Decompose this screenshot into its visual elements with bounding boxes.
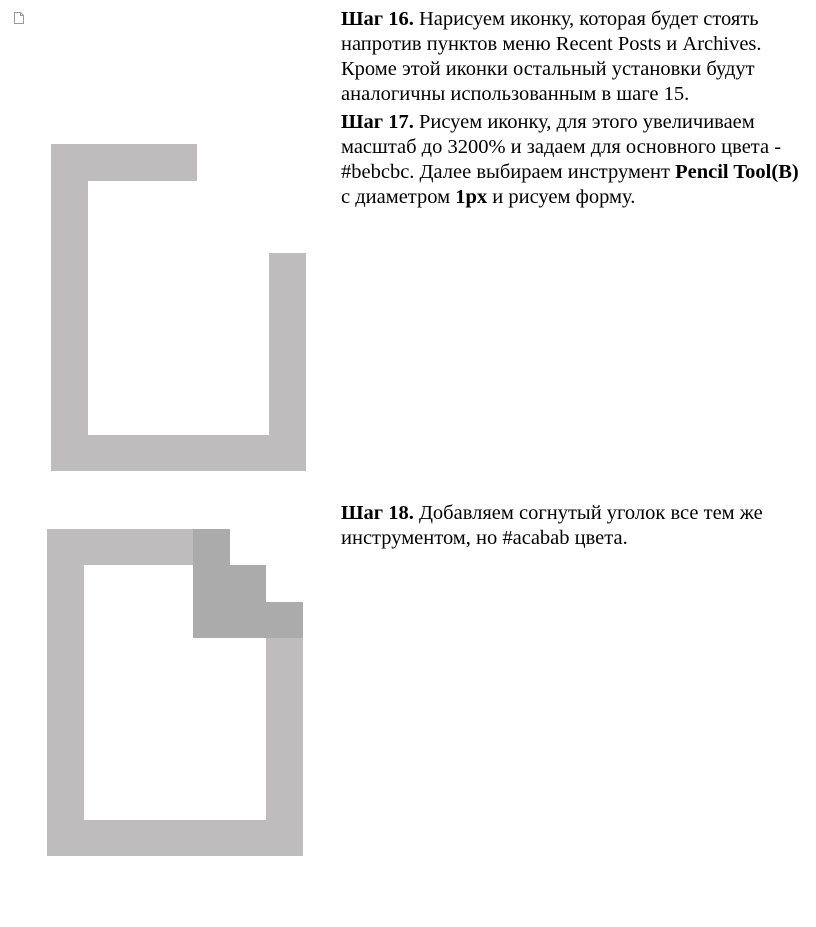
step-18-label: Шаг 18. (341, 502, 414, 524)
step-18-body: Добавляем согнутый уголок все тем же инструментом, но #acabab цвета. (341, 502, 763, 549)
corner-fold-3 (266, 602, 303, 638)
outline-right-bar (269, 253, 306, 471)
step-17-body-2: с диаметром (341, 186, 456, 208)
step-18-text (341, 501, 811, 551)
folded-bottom-bar (47, 820, 303, 856)
document-icon (14, 12, 24, 24)
step-17-label: Шаг 17. (341, 111, 414, 133)
folded-right-bar (266, 638, 303, 856)
step-17-tool: Pencil Tool(B) (675, 161, 799, 183)
step-16-label: Шаг 16. (341, 8, 414, 30)
step-16-body: Нарисуем иконку, которая будет стоять напротив пунктов меню Recent Posts и Archives. Кроме этой иконки остальный установки будут аналогичны использованным в шаге 15. (341, 8, 762, 105)
step-16-text (341, 7, 811, 107)
folded-left-bar (47, 529, 84, 856)
step-17-body-1: Рисуем иконку, для этого увеличиваем масштаб до 3200% и задаем для основного цвета - #bebcbc. Далее выбираем инструмент (341, 111, 782, 183)
step-17-diameter: 1px (455, 186, 488, 208)
outline-bottom-bar (51, 435, 306, 471)
step-17-body-3: и рисуем форму. (487, 186, 636, 208)
outline-left-bar (51, 144, 88, 471)
corner-fold-1 (193, 529, 230, 638)
step-17-text (341, 110, 811, 210)
corner-fold-2 (230, 565, 266, 638)
